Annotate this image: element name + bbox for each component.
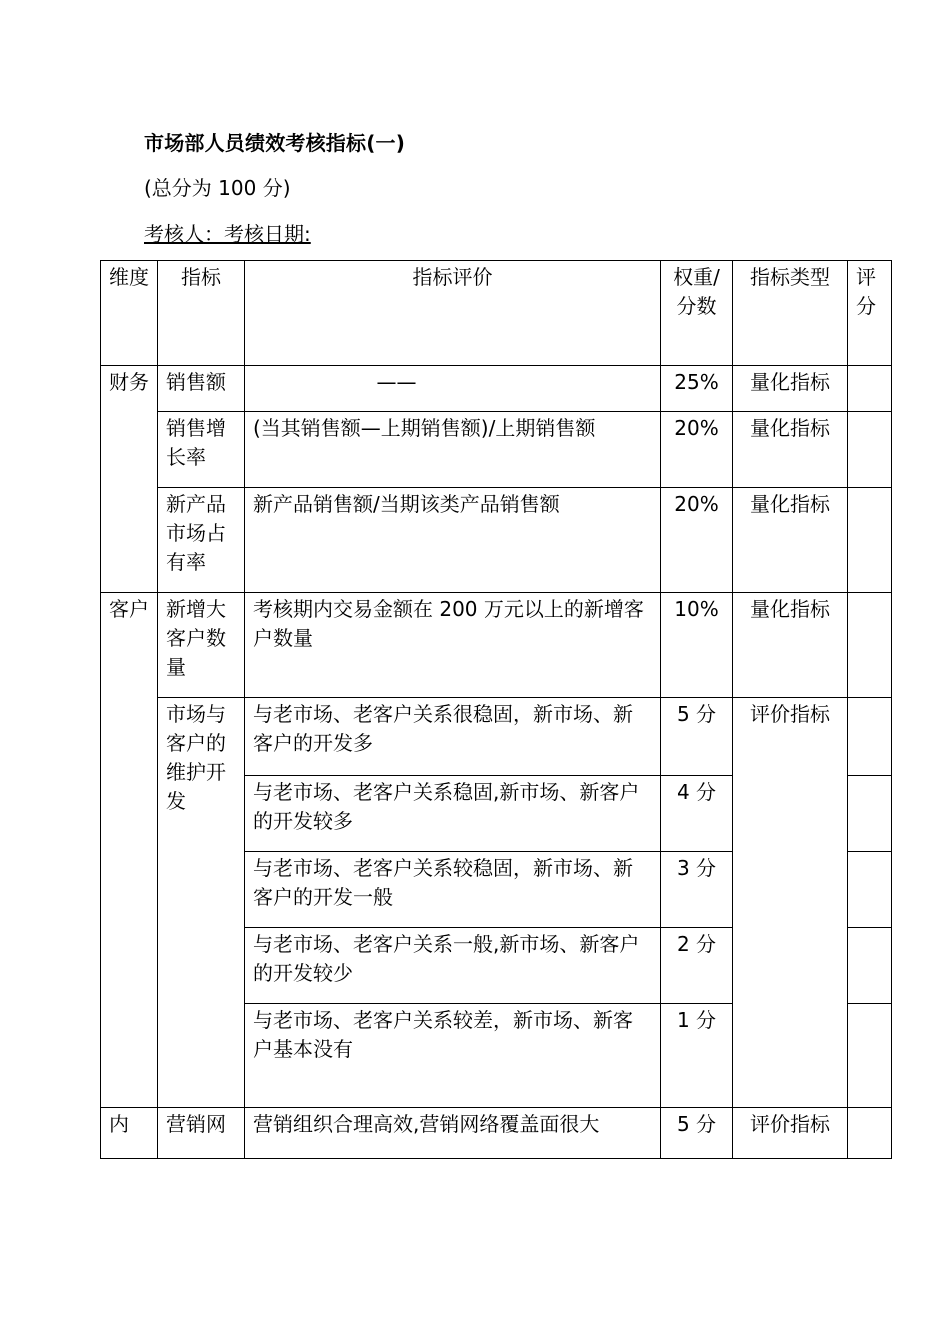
indicator-cell: 市场与客户的维护开发 — [158, 698, 245, 1108]
table-row — [101, 488, 892, 593]
evaluation-cell: (当其销售额—上期销售额)/上期销售额 — [245, 412, 661, 488]
type-cell: 评价指标 — [733, 698, 848, 1108]
total-score-note: (总分为 100 分) — [144, 176, 291, 200]
evaluation-cell: 考核期内交易金额在 200 万元以上的新增客户数量 — [245, 593, 661, 698]
score-cell[interactable] — [848, 928, 892, 1004]
type-cell: 量化指标 — [733, 366, 848, 412]
type-cell: 量化指标 — [733, 593, 848, 698]
score-cell[interactable] — [848, 1108, 892, 1159]
weight-cell: 4 分 — [661, 776, 733, 852]
score-cell[interactable] — [848, 776, 892, 852]
evaluation-cell: 与老市场、老客户关系较稳固，新市场、新客户的开发一般 — [245, 852, 661, 928]
assessor-date-line: 考核人：考核日期: — [144, 222, 311, 246]
evaluation-cell: 与老市场、老客户关系较差，新市场、新客户基本没有 — [245, 1004, 661, 1108]
evaluation-cell: 与老市场、老客户关系很稳固，新市场、新客户的开发多 — [245, 698, 661, 776]
table-row — [101, 412, 892, 488]
score-cell[interactable] — [848, 488, 892, 593]
score-cell[interactable] — [848, 698, 892, 776]
table-row — [101, 698, 892, 776]
table-row — [101, 366, 892, 412]
evaluation-cell: 营销组织合理高效,营销网络覆盖面很大 — [245, 1108, 661, 1159]
weight-cell: 25% — [661, 366, 733, 412]
weight-cell: 20% — [661, 488, 733, 593]
header-weight: 权重/分数 — [661, 261, 733, 366]
score-cell[interactable] — [848, 1004, 892, 1108]
indicator-cell: 营销网 — [158, 1108, 245, 1159]
score-cell[interactable] — [848, 852, 892, 928]
type-cell: 量化指标 — [733, 412, 848, 488]
header-score: 评分 — [848, 261, 892, 366]
evaluation-cell: 与老市场、老客户关系一般,新市场、新客户的开发较少 — [245, 928, 661, 1004]
score-cell[interactable] — [848, 366, 892, 412]
score-cell[interactable] — [848, 412, 892, 488]
weight-cell: 5 分 — [661, 1108, 733, 1159]
evaluation-cell: 与老市场、老客户关系稳固,新市场、新客户的开发较多 — [245, 776, 661, 852]
header-evaluation: 指标评价 — [245, 261, 661, 366]
weight-cell: 1 分 — [661, 1004, 733, 1108]
performance-table — [100, 260, 892, 1159]
weight-cell: 5 分 — [661, 698, 733, 776]
indicator-cell: 新增大客户数量 — [158, 593, 245, 698]
table-row — [101, 593, 892, 698]
weight-cell: 2 分 — [661, 928, 733, 1004]
indicator-cell: 新产品市场占有率 — [158, 488, 245, 593]
header-dimension: 维度 — [101, 261, 158, 366]
score-cell[interactable] — [848, 593, 892, 698]
indicator-cell: 销售增长率 — [158, 412, 245, 488]
indicator-cell: 销售额 — [158, 366, 245, 412]
type-cell: 量化指标 — [733, 488, 848, 593]
evaluation-cell: —— — [245, 366, 661, 412]
dimension-cell-internal: 内 — [101, 1108, 158, 1159]
weight-cell: 10% — [661, 593, 733, 698]
table-header-row — [101, 261, 892, 366]
evaluation-cell: 新产品销售额/当期该类产品销售额 — [245, 488, 661, 593]
weight-cell: 20% — [661, 412, 733, 488]
header-type: 指标类型 — [733, 261, 848, 366]
dimension-cell-finance: 财务 — [101, 366, 158, 593]
table-row — [101, 1108, 892, 1159]
dimension-cell-customer: 客户 — [101, 593, 158, 1108]
type-cell: 评价指标 — [733, 1108, 848, 1159]
header-indicator: 指标 — [158, 261, 245, 366]
weight-cell: 3 分 — [661, 852, 733, 928]
document-title: 市场部人员绩效考核指标(一) — [144, 131, 406, 155]
